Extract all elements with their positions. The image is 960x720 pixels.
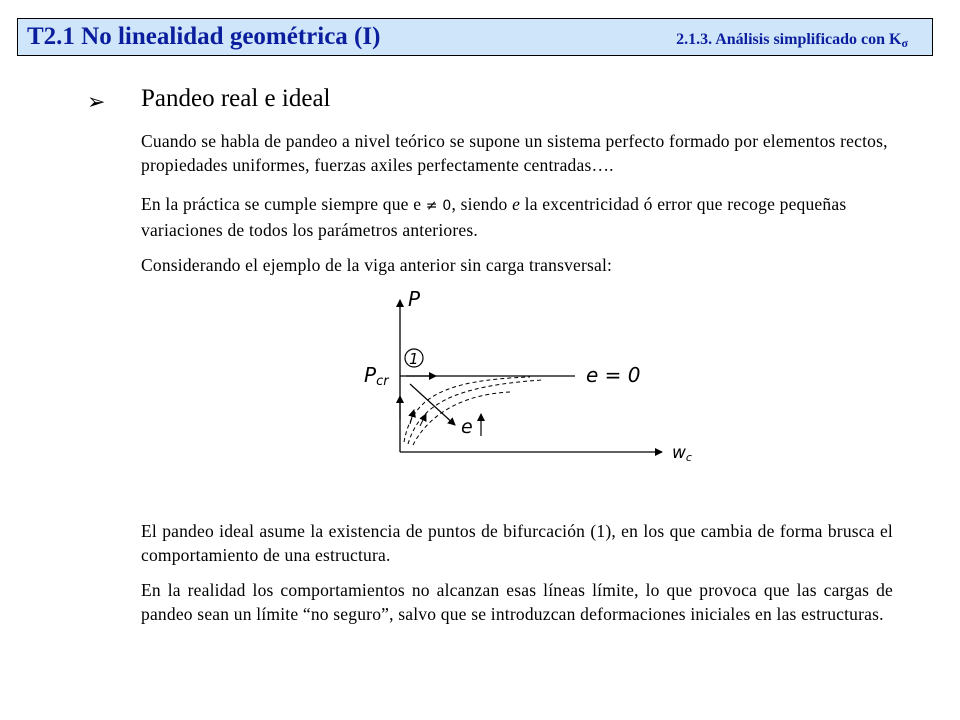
paragraph-example: Considerando el ejemplo de la viga anterior sin carga transversal:	[141, 255, 613, 275]
curve-arrow-1	[410, 410, 414, 424]
y-axis-label: P	[408, 287, 421, 311]
bifurcation-point-label: 1	[409, 350, 419, 368]
subtitle-subscript: σ	[901, 36, 908, 50]
not-equal-zero: ≠ 0	[425, 198, 452, 214]
paragraph-theory: Cuando se habla de pandeo a nivel teórico se supone un sistema perfecto formado por elementos rectos, propiedades uniformes, fuerzas axiles perfectamente centradas….	[141, 131, 888, 175]
curve-arrow-2	[420, 414, 426, 426]
slide-header	[17, 18, 933, 56]
slide-subtitle	[676, 31, 908, 51]
buckling-diagram	[350, 280, 710, 470]
x-axis-label-main: w	[672, 443, 686, 463]
x-axis-label-sub: c	[685, 451, 692, 464]
p2-e-symbol: e	[512, 194, 521, 214]
real-curve-2	[408, 380, 542, 444]
slide-title: T2.1 No linealidad geométrica (I)	[27, 23, 381, 50]
pcr-label	[364, 363, 390, 389]
subtitle-text: 2.1.3. Análisis simplificado con K	[676, 31, 902, 48]
arrow-bullet-icon: ➢	[87, 90, 106, 115]
e-label: e	[461, 416, 473, 438]
paragraph-practice	[141, 192, 893, 242]
e-direction-arrow	[410, 384, 455, 425]
p2-text-a: En la práctica se cumple siempre que e	[141, 194, 426, 214]
paragraph-ideal-buckling: El pandeo ideal asume la existencia de puntos de bifurcación (1), en los que cambia de forma brusca el comportamiento de una estructura.	[141, 521, 893, 565]
p2-text-c: la excentricidad ó error que recoge pequeñas variaciones de todos los parámetros anteriores.	[141, 194, 847, 240]
pcr-label-main: P	[364, 363, 377, 387]
section-heading: Pandeo real e ideal	[141, 85, 331, 112]
e-zero-label: e = 0	[586, 363, 641, 387]
paragraph-real-behavior: En la realidad los comportamientos no alcanzan esas líneas límite, lo que provoca que las cargas de pandeo sean un límite “no seguro”, salvo que se introduzcan deformaciones iniciales en las estructuras.	[141, 580, 893, 624]
pcr-label-sub: cr	[376, 374, 389, 389]
p2-text-b: , siendo	[451, 194, 513, 214]
x-axis-label	[672, 443, 692, 464]
